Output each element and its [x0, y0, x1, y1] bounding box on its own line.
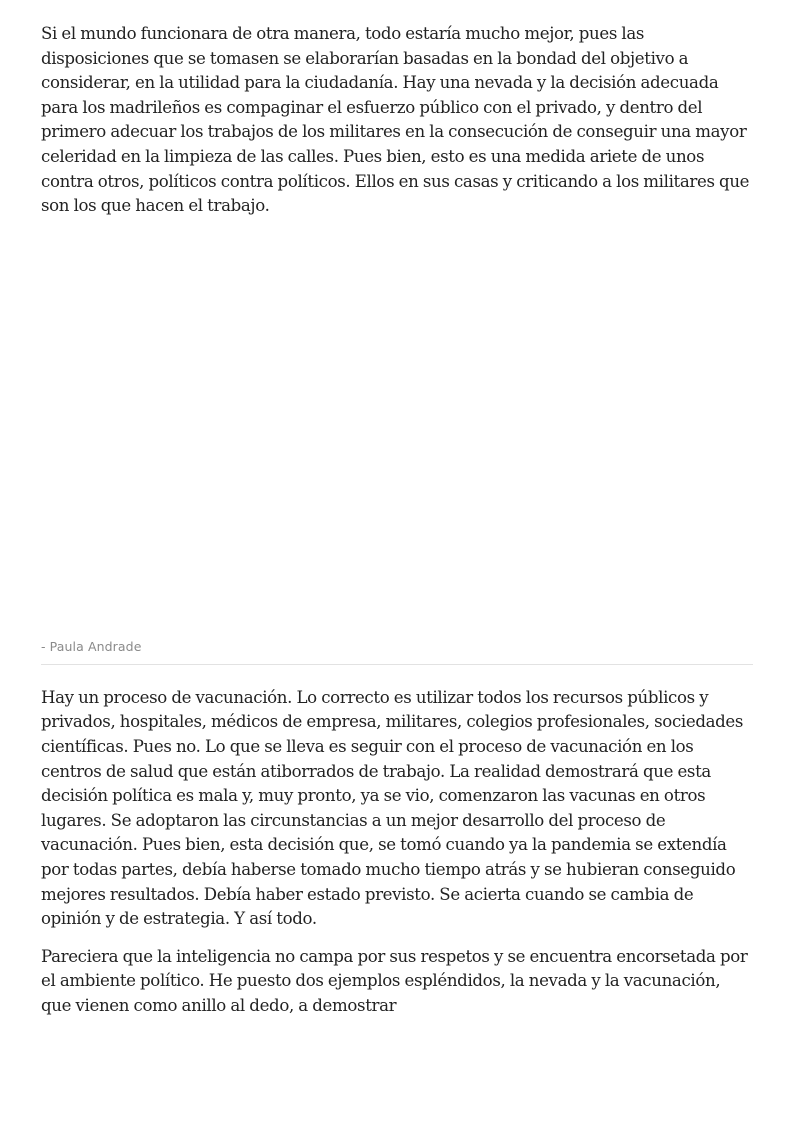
image-caption: - Paula Andrade [41, 639, 753, 665]
article-image-placeholder [41, 219, 753, 639]
article-paragraph-1: Si el mundo funcionara de otra manera, todo estaría mucho mejor, pues las disposiciones que se tomasen se elaborarían basadas en la bondad del objetivo a considerar, en la utilidad para la ciudadanía. Hay una nevada y la decisión adecuada para los madrileños es compaginar el esfuerzo público con el privado, y dentro del primero adecuar los trabajos de los militares en la consecución de conseguir una mayor celeridad en la limpieza de las calles. Pues bien, esto es una medida ariete de unos contra otros, políticos contra políticos. Ellos en sus casas y criticando a los militares que son los que hacen el trabajo. [41, 24, 750, 216]
article-paragraph-2: Hay un proceso de vacunación. Lo correcto es utilizar todos los recursos públicos y privados, hospitales, médicos de empresa, militares, colegios profesionales, sociedades científicas. Pues no. Lo que se lleva es seguir con el proceso de vacunación en los centros de salud que están atiborrados de trabajo. La realidad demostrará que esta decisión política es mala y, muy pronto, ya se vio, comenzaron las vacunas en otros lugares. Se adoptaron las circunstancias a un mejor desarrollo del proceso de vacunación. Pues bien, esta decisión que, se tomó cuando ya la pandemia se extendía por todas partes, debía haberse tomado mucho tiempo atrás y se hubieran conseguido mejores resultados. Debía haber estado previsto. Se acierta cuando se cambia de opinión y de estrategia. Y así todo. [41, 687, 744, 929]
article-body [41, 22, 753, 1018]
article-paragraph-3: Pareciera que la inteligencia no campa por sus respetos y se encuentra encorsetada por el ambiente político. He puesto dos ejemplos espléndidos, la nevada y la vacunación, que vienen como anillo al dedo, a demostrar [41, 946, 748, 1015]
